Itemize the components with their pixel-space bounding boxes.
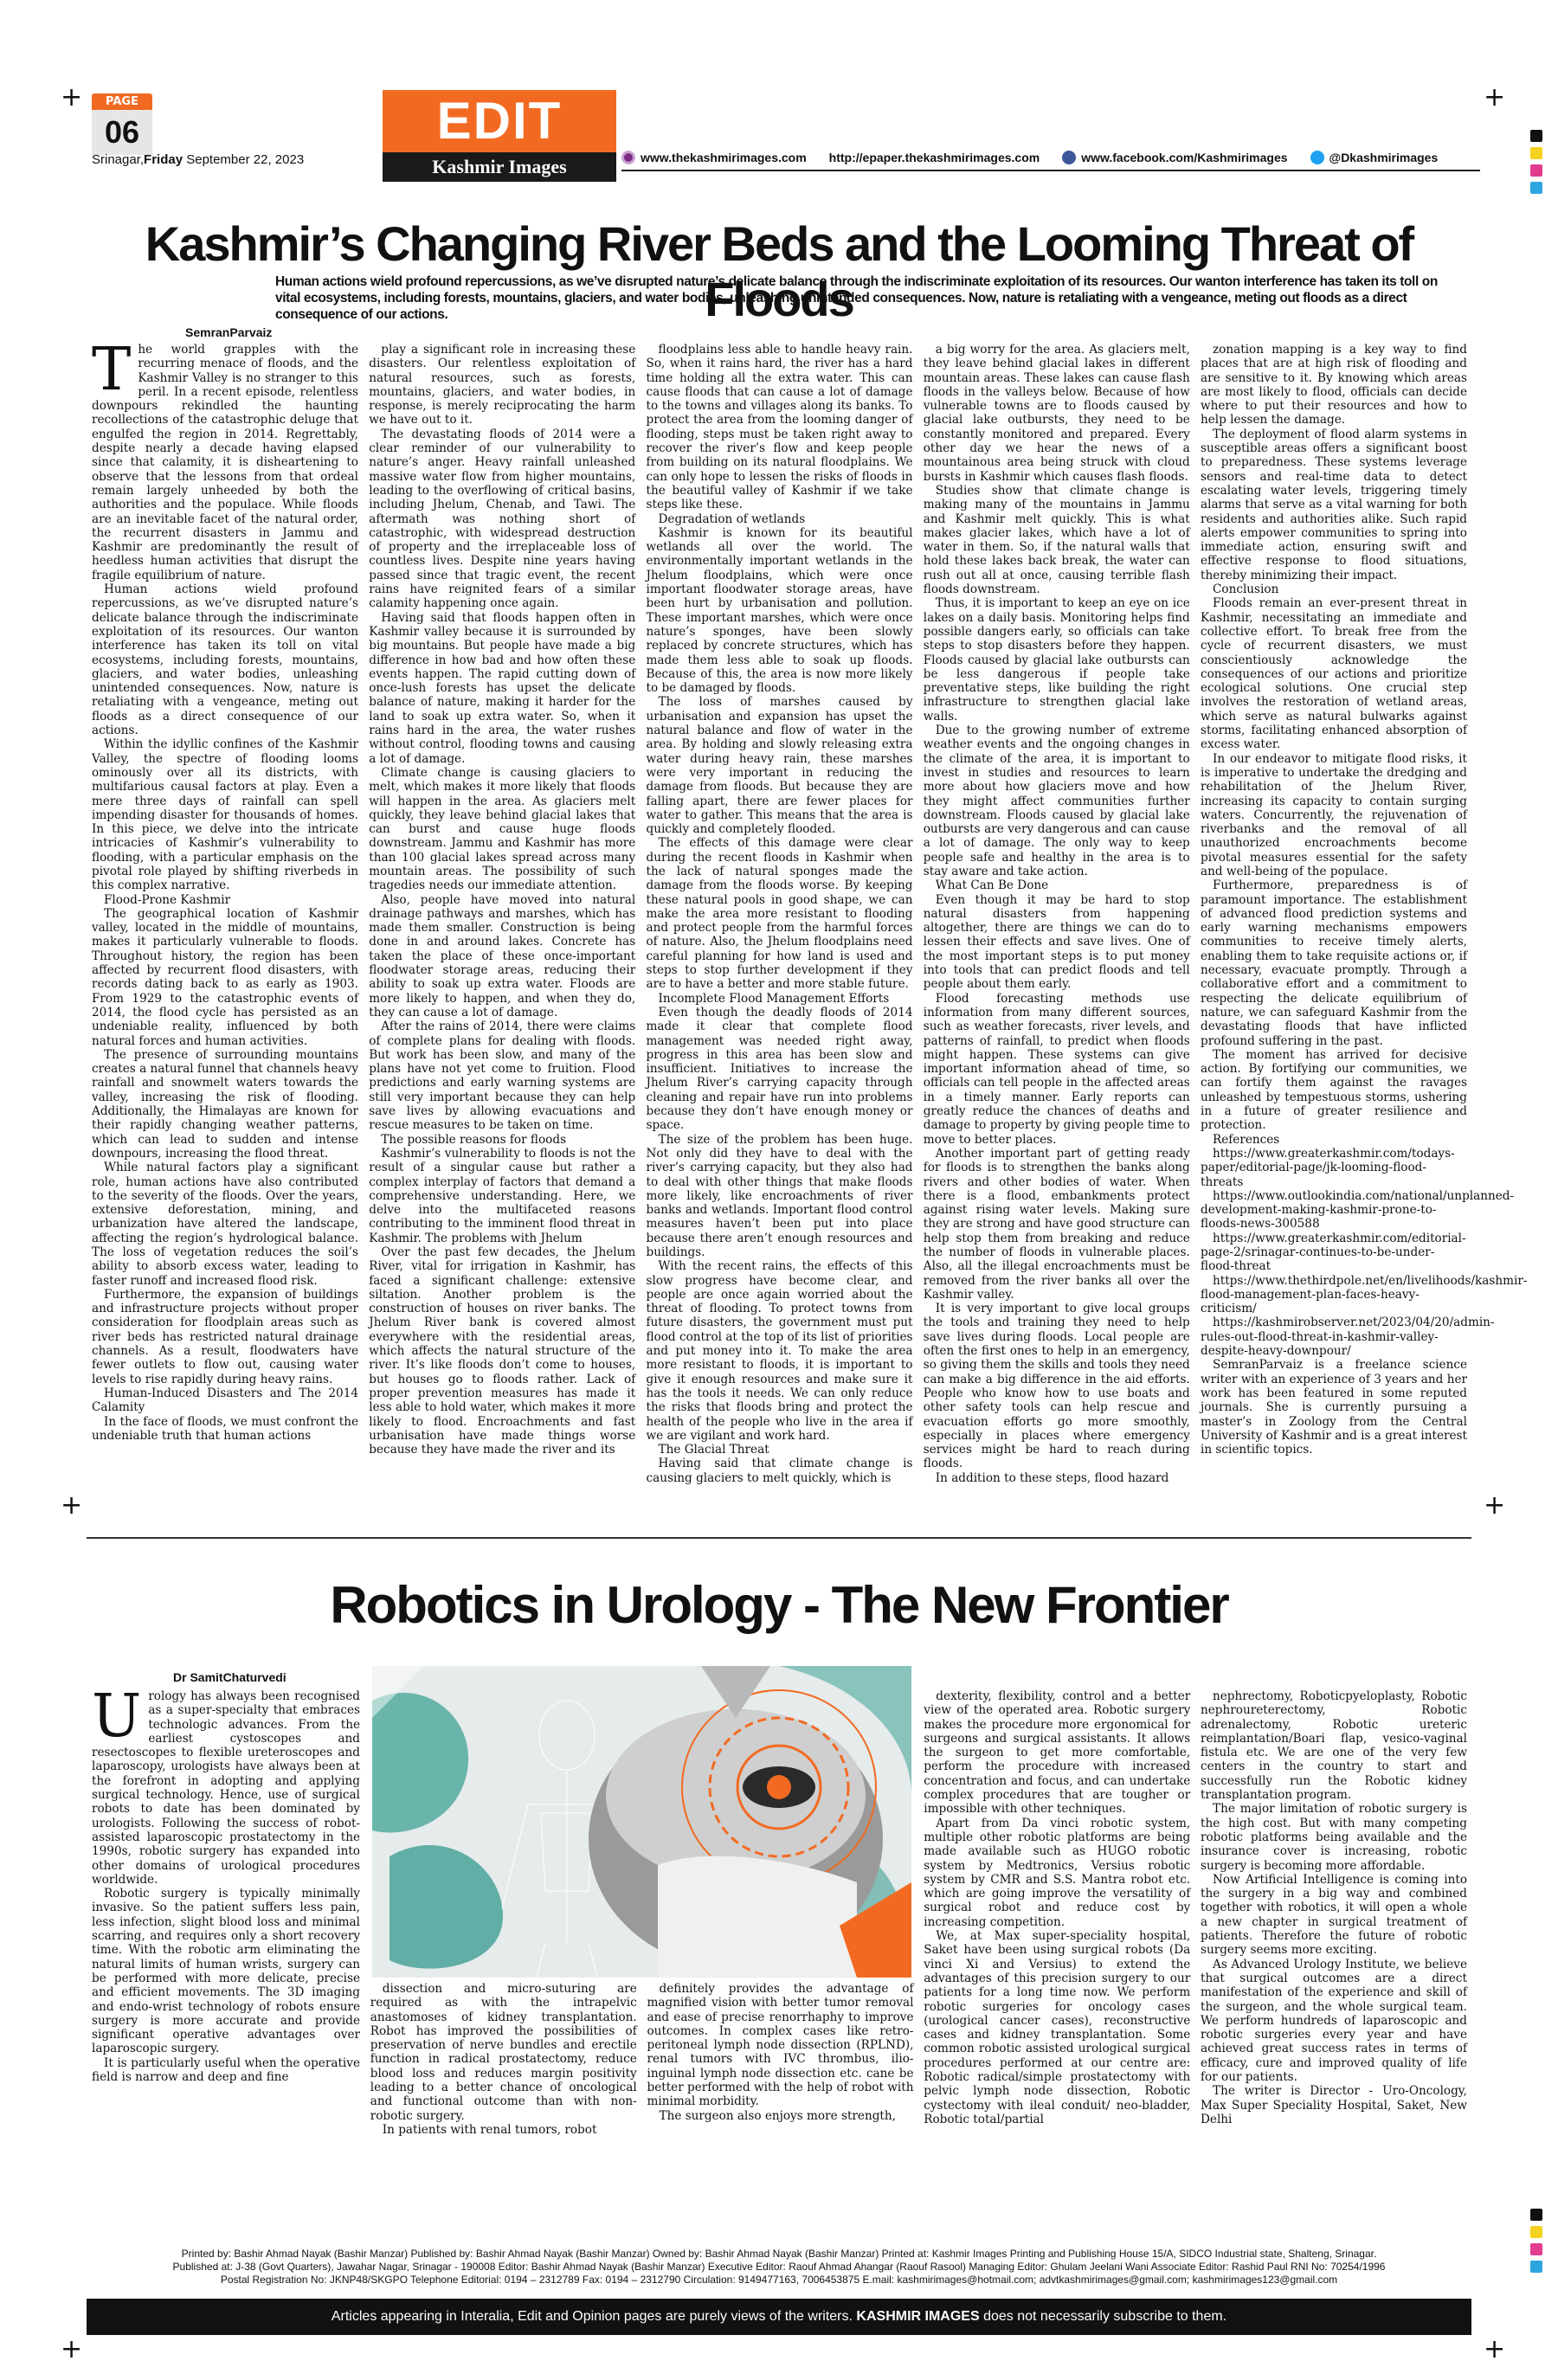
article-paragraph: The writer is Director - Uro-Oncology, Max Super Speciality Hospital, Saket, New Delhi [1201, 2084, 1467, 2126]
article-paragraph: https://www.thethirdpole.net/en/livelihoods/kashmir-flood-management-plan-faces-heavy-criticism/ [1201, 1273, 1528, 1316]
article-paragraph: Another important part of getting ready for floods is to strengthen the banks along rivers and other bodies of water. When there is a flood, embankments protect against rising water levels. Making sure they are strong and have good structure can help stop them from breaking and reduce the number of floods in vulnerable places. Also, all the illegal encroachments must be removed from the river banks all over the Kashmir valley. [923, 1146, 1190, 1302]
article-paragraph: It is particularly useful when the operative field is narrow and deep and fine [92, 2055, 360, 2085]
epaper-link[interactable] [829, 151, 1040, 164]
article-paragraph: Over the past few decades, the Jhelum River, vital for irrigation in Kashmir, has faced a significant challenge: extensive siltation. Another problem is the construction of houses on river banks. The Jhelum River bank is covered almost everywhere with the residential areas, which affects the natural structure of the river. It’s like floods don’t come to houses, but houses go to floods rather. Lack of proper prevention measures has made it less able to hold water, which makes it more likely to flood. Encroachments and fast urbanisation have made things worse because they have made the river and its [369, 1245, 636, 1457]
registration-mark-icon: + [61, 2334, 83, 2364]
page-number: 06 [92, 110, 152, 155]
facebook-icon [1062, 151, 1076, 164]
color-swatch [1530, 182, 1542, 194]
color-check-strip [1530, 2209, 1542, 2273]
article-paragraph: rology has always been recognised as a super-specialty that embraces technologic advances. From the earliest cystoscopes and resectoscopes to flexible ureteroscopes and laparoscopy, urologists have always been at the forefront in adopting and applying surgical technology. Hence, use of surgical robots to date has been dominated by urologists. Following the success of robot-assisted laparoscopic prostatectomy in the 1990s, robotic surgery has expanded into other domains of urological procedures worldwide. [92, 1689, 360, 1887]
article-paragraph: Due to the growing number of extreme weather events and the ongoing changes in the climate of the area, it is important to invest in studies and resources to learn more about how glaciers move and how they might affect communities further downstream. Floods caused by glacial lake outbursts are very dangerous and can cause a lot of damage. The only way to keep people safe and healthy in the area is to stay aware and take action. [923, 724, 1190, 878]
article-paragraph: In our endeavor to mitigate flood risks, it is imperative to undertake the dredging and rehabilitation of the Jhelum River, increasing its capacity to contain surging waters. Concurrently, the rejuvenation of riverbanks and the removal of all unauthorized encroachments become pivotal measures essential for the safety and well-being of the populace. [1201, 751, 1467, 878]
date-rest: September 22, 2023 [186, 152, 305, 167]
article-paragraph: https://www.greaterkashmir.com/editorial-page-2/srinagar-continues-to-be-under-flood-threat [1201, 1231, 1466, 1274]
color-swatch [1530, 130, 1542, 142]
article-paragraph: The size of the problem has been huge. Not only did they have to deal with the river’s carrying capacity, but they also had to deal with other things that make floods more likely, like encroachments of river banks and wetlands. Important flood control measures haven’t been put into place because there aren’t enough resources and buildings. [646, 1132, 913, 1259]
article-column [92, 336, 358, 1502]
article-paragraph: The possible reasons for floods [381, 1132, 567, 1147]
article-paragraph: he world grapples with the recurring menace of floods, and the Kashmir Valley is no stranger to this peril. In a recent episode, relentless downpours rekindled the haunting recollections of the catastrophic deluge that engulfed the region in 2014. Regrettably, despite nearly a decade having elapsed since that calamity, it is disheartening to observe that the lessons from that ordeal remain largely unheeded by both the authorities and the populace. While floods are an inevitable facet of the natural order, the recurrent disasters in Jammu and Kashmir are predominantly the result of heedless human activities that disrupt the fragile equilibrium of nature. [92, 343, 358, 582]
color-swatch [1530, 2209, 1542, 2221]
article-paragraph: Furthermore, preparedness is of paramount importance. The establishment of advanced flood prediction systems and early warning mechanisms empowers communities to receive timely alerts, enabling them to take requisite actions or, if necessary, evacuate promptly. Through a collaborative effort and a commitment to respecting the delicate equilibrium of nature, we can safeguard Kashmir from the devastating floods that have inflicted profound suffering in the past. [1201, 878, 1467, 1048]
article-column [924, 343, 1190, 1502]
article-column [1201, 1689, 1467, 2191]
twitter-link[interactable] [1310, 151, 1439, 164]
article-deck: Human actions wield profound repercussions, as we’ve disrupted nature’s delicate balance through the indiscriminate exploitation of its resources. Our wanton interference has taken its toll on vital ecosystems, including forests, mountains, glaciers, and water bodies, unleashing unintended consequences. Now, nature is retaliating with a vengeance, meting out floods as a direct consequence of our actions. [275, 274, 1438, 322]
article-paragraph: Even though the deadly floods of 2014 made it clear that complete flood management was needed right away, progress in this area has been slow and insufficient. Initiatives to increase the Jhelum River’s carrying capacity through cleaning and repair have run into problems because they don’t have enough money or space. [646, 1005, 913, 1133]
article-paragraph: Kashmir is known for its beautiful wetlands all over the world. The environmentally important wetlands in the Jhelum floodplains, which were once important floodwater storage areas, have been hurt by urbanisation and pollution. These important marshes, which were once nature’s sponges, have been slowly replaced by concrete structures, which has made them less able to soak up floods. Because of this, the area is now more likely to be damaged by floods. [646, 525, 913, 696]
date-place: Srinagar, [92, 152, 145, 167]
article-paragraph: What Can Be Done [935, 878, 1049, 893]
color-swatch [1530, 164, 1542, 177]
disclaimer-end: does not necessarily subscribe to them. [983, 2309, 1227, 2324]
article-paragraph: https://www.outlookindia.com/national/unplanned-development-making-kashmir-prone-to-floods-news-300588 [1201, 1188, 1515, 1232]
twitter-text: @Dkashmirimages [1329, 151, 1439, 164]
color-swatch [1530, 147, 1542, 159]
article-paragraph: zonation mapping is a key way to find places that are at high risk of flooding and are sensitive to it. By knowing which areas are most likely to flood, officials can decide where to put their resources and how to help lessen the damage. [1201, 343, 1467, 428]
epaper-text: http://epaper.thekashmirimages.com [828, 151, 1040, 164]
contact-bar [621, 145, 1480, 171]
imprint [87, 2248, 1471, 2287]
website-link[interactable] [621, 151, 807, 164]
article-paragraph: floodplains less able to handle heavy rain. So, when it rains hard, the river has a hard time holding all the extra water. This can cause floods that can cause a lot of damage to the towns and villages along its banks. To protect the area from the looming danger of flooding, steps must be taken right away to recover the river’s flow and keep people from building on its natural floodplains. We can only hope to lessen the risks of floods in the beautiful valley of Kashmir if we take steps like these. [646, 343, 913, 512]
article-paragraph: Floods remain an ever-present threat in Kashmir, necessitating an immediate and collective effort. To break free from the cycle of recurrent disasters, we must conscientiously acknowledge the consequences of our actions and prioritize ecological solutions. One crucial step involves the restoration of wetland areas, which serve as natural bulwarks against storms, facilitating enhanced absorption of excess water. [1201, 596, 1467, 752]
color-check-strip [1530, 130, 1542, 194]
twitter-icon [1310, 151, 1324, 164]
article-body [92, 1682, 1467, 2191]
color-swatch [1530, 2243, 1542, 2255]
article-paragraph: Studies show that climate change is making many of the mountains in Jammu and Kashmir melt quickly. This is what makes glacier lakes, which have a lot of water in them. So, if the natural walls that hold these lakes back break, the water can rush out all at once, causing terrible flash floods downstream. [923, 483, 1190, 597]
article-paragraph: The surgeon also enjoys more strength, [659, 2108, 896, 2123]
article-column [369, 343, 635, 1502]
article-paragraph: Now Artificial Intelligence is coming into the surgery in a big way and combined together with robotics, it will open a whole a new chapter in surgical treatment of patients. Therefore the future of robotic surgery seems more exciting. [1201, 1872, 1467, 1958]
article-paragraph: Flood forecasting methods use information from many different sources, such as weather forecasts, river levels, and patterns of rainfall, to predict when floods might happen. These systems can give important information ahead of time, so officials can tell people in the affected areas in a timely manner. Early reports can greatly reduce the chances of deaths and damage to property by giving people time to move to better places. [923, 991, 1190, 1147]
article-paragraph: Having said that floods happen often in Kashmir valley because it is surrounded by big mountains. But people have made a big difference in how bad and how often these events happen. The rapid cutting down of once-lush forests has upset the delicate balance of nature, making it harder for the land to soak up extra water. So, when it rains hard in the area, the water rushes without control, flooding towns and causing a lot of damage. [369, 610, 636, 766]
page-badge [92, 93, 152, 155]
registration-mark-icon: + [61, 1490, 83, 1521]
dateline [92, 152, 304, 167]
drop-cap: T [92, 336, 132, 404]
website-text: www.thekashmirimages.com [641, 151, 807, 164]
article-byline: Dr SamitChaturvedi [173, 1670, 286, 1684]
article-paragraph: Having said that climate change is causing glaciers to melt quickly, which is [646, 1457, 913, 1485]
page-label: PAGE [92, 93, 152, 110]
article-paragraph: After the rains of 2014, there were claims of complete plans for dealing with floods. But work has been slow, and many of the plans have not yet come to fruition. Flood predictions and early warning systems are still very important because they can help save lives by allowing evacuations and rescue measures to be taken on time. [369, 1020, 636, 1133]
article-column [1201, 343, 1528, 1502]
imprint-line: Postal Registration No: JKNP48/SKGPO Telephone Editorial: 0194 – 2312789 Fax: 0194 – 2312790 Circulation: 9149477163, 7006453875 E.mail: kashmirimages@hotmail.com; advtkashmirimages@gmail.com; kashmirimages123@gmail.com [220, 2274, 1338, 2286]
article-paragraph: Flood-Prone Kashmir [104, 892, 231, 907]
section-title: EDIT [383, 90, 616, 152]
article-paragraph: https://www.greaterkashmir.com/todays-paper/editorial-page/jk-looming-flood-threats [1201, 1146, 1455, 1189]
article-paragraph: It is very important to give local groups the tools and training they need to help save lives during floods. Local people are often the first ones to help in an emergency, so giving them the skills and tools they need can make a big difference in the aid efforts. People who know how to use boats and other safety tools can help rescue and evacuation efforts go more smoothly, especially in places where emergency services might be hard to reach during floods. [923, 1302, 1190, 1471]
article-paragraph: With the recent rains, the effects of this slow progress have become clear, and people are once again worried about the threat of flooding. To protect towns from future disasters, the government must put flood control at the top of its list of priorities and put money into it. To make the area more resistant to floods, it is important to give it enough resources and make sure it has the tools it needs. We can only reduce the risks that floods bring and protect the health of the people who live in the area if we are vigilant and work hard. [646, 1259, 913, 1443]
facebook-link[interactable] [1062, 151, 1287, 164]
article-paragraph: The devastating floods of 2014 were a clear reminder of our vulnerability to nature’s anger. Heavy rainfall unleashed massive water flow from higher mountains, leading to the overflowing of critical basins, including Jhelum, Chenab, and Tawi. The aftermath was nothing short of catastrophic, with widespread destruction of property and the irreplaceable loss of countless lives. Despite nine years having passed since that tragic event, the recent rains have reignited fears of a similar calamity happening once again. [369, 427, 636, 611]
article-paragraph: Even though it may be hard to stop natural disasters from happening altogether, there are things we can do to lessen their effects and save lives. One of the most important steps is to put money into tools that can predict floods and tell people about them early. [923, 892, 1190, 992]
article-paragraph: definitely provides the advantage of magnified vision with better tumor removal and ease of precise renorrhaphy to improve outcomes. In complex cases like retro-peritoneal lymph node dissection (RPLND), renal tumors with IVC thrombus, ilio-inguinal lymph node dissection etc. cane be better performed with the help of robot with minimal morbidity. [647, 1982, 914, 2109]
article-paragraph: The effects of this damage were clear during the recent floods in Kashmir when the lack of natural sponges made the damage from the floods worse. By keeping these natural pools in good shape, we can make the area more resistant to flooding and protect people from the harmful forces of nature. Also, the Jhelum floodplains need careful planning for how land is used and steps to stop further development if they are to have a better and more stable future. [646, 836, 913, 992]
article-paragraph: The presence of surrounding mountains creates a natural funnel that channels heavy rainfall and snowmelt waters towards the valley, increasing the risk of flooding. Additionally, the Himalayas are known for their rapidly changing weather patterns, which can lead to sudden and intense downpours, increasing the flood threat. [92, 1047, 358, 1161]
article-headline: Robotics in Urology - The New Frontier [330, 1576, 1228, 1634]
article-paragraph: Degradation of wetlands [658, 511, 806, 526]
article-paragraph: Human-Induced Disasters and The 2014 Calamity [92, 1386, 358, 1415]
article-paragraph: Apart from Da vinci robotic system, multiple other robotic platforms are being made available such as HUGO robotic system by Medtronics, Versius robotic system by CMR and S.S. Mantra robot etc. which are going improve the versatility of surgical robot and reduce cost by increasing competition. [924, 1816, 1191, 1929]
article-paragraph: The loss of marshes caused by urbanisation and expansion has upset the natural balance and flow of water in the area. By holding and slowly releasing extra water during heavy rain, these marshes were very important in reducing the damage from floods. But because they are falling apart, there are fewer places for water to gather. This means that the area is quickly and completely flooded. [646, 695, 913, 837]
article-paragraph: While natural factors play a significant role, human actions have also contributed to the severity of the floods. Over the years, extensive deforestation, mining, and urbanization have altered the landscape, affecting the region’s hydrological balance. The loss of vegetation reduces the soil’s ability to absorb excess water, leading to faster runoff and increased flood risk. [92, 1161, 358, 1288]
facebook-text: www.facebook.com/Kashmirimages [1081, 151, 1288, 164]
article-paragraph: Also, people have moved into natural drainage pathways and marshes, which has made them smaller. Construction is being done in and around lakes. Concrete has taken the place of these once-important floodwater storage areas, reducing their ability to soak up extra water. Floods are more likely to happen, and when they do, they can cause a lot of damage. [369, 892, 636, 1020]
article-paragraph: Human actions wield profound repercussions, as we’ve disrupted nature’s delicate balance through the indiscriminate exploitation of its resources. Our wanton interference has taken its toll on vital ecosystems, including forests, mountains, glaciers, and water bodies, unleashing unintended consequences. Now, nature is retaliating with a vengeance, meting out floods as a direct consequence of our actions. [92, 582, 358, 738]
article-byline: SemranParvaiz [185, 325, 273, 339]
article-paragraph: In the face of floods, we must confront the undeniable truth that human actions [92, 1414, 358, 1443]
article-body [92, 336, 1528, 1502]
registration-mark-icon: + [61, 82, 83, 113]
article-paragraph: The geographical location of Kashmir valley, located in the middle of mountains, makes it particularly vulnerable to floods. Throughout history, the region has been affected by recurrent flood disasters, with records dating back to as early as 1903. From 1929 to the catastrophic events of 2014, the flood cycle has persisted as an undeniable reality, influenced by both natural forces and human activities. [92, 906, 358, 1048]
article-paragraph: dissection and micro-suturing are required as with the intrapelvic anastomoses of kidney transplantation. Robot has improved the possibilities of preservation of nerve bundles and erectile function in radical prostatectomy, reduce blood loss and reduces margin positivity leading to a better chance of oncological and functional outcome than with non-robotic surgery. [370, 1982, 637, 2123]
article-paragraph: a big worry for the area. As glaciers melt, they leave behind glacial lakes in different mountain areas. These lakes can cause flash floods in the valleys below. Because of how vulnerable towns are to floods caused by glacial lake outbursts, they need to be constantly monitored and prepared. Every other day we hear the news of a mountainous area being struck with cloud bursts in Kashmir which causes flash floods. [923, 343, 1190, 484]
registration-mark-icon: + [1484, 1490, 1506, 1521]
registration-mark-icon: + [1484, 2334, 1506, 2364]
disclaimer-bar [87, 2299, 1471, 2335]
article-paragraph: play a significant role in increasing these disasters. Our relentless exploitation of natural resources, such as forests, mountains, glaciers, and water bodies, in response, is merely reciprocating the harm we have out to it. [369, 343, 636, 428]
article-paragraph: In addition to these steps, flood hazard [935, 1470, 1169, 1485]
imprint-line: Printed by: Bashir Ahmad Nayak (Bashir Manzar) Published by: Bashir Ahmad Nayak (Bashir Manzar) Owned by: Bashir Ahmad Nayak (Bashir Manzar) Printed at: Kashmir Images Printing and Publishing House 15/A, SIDCO Industrial state, Shalteng, Srinagar. [181, 2248, 1377, 2260]
imprint-line: Published at: J-38 (Govt Quarters), Jawahar Nagar, Srinagar - 190008 Editor: Bashir Ahmad Nayak (Bashir Manzar) Executive Editor: Raouf Ahmad Ahangar (Raouf Rasool) Managing Editor: Ghulam Jeelani Wani Associate Editor: Rashid Paul RNI No: 70254/1996 [172, 2261, 1386, 2273]
date-day: Friday [144, 152, 183, 167]
article-paragraph: Climate change is causing glaciers to melt, which makes it more likely that floods will happen in the area. As glaciers melt quickly, they leave behind glacial lakes that can burst and cause huge floods downstream. Jammu and Kashmir has more than 100 glacial lakes spread across many mountain areas. The possibility of such tragedies needs our immediate attention. [369, 765, 636, 893]
article-column [647, 1982, 914, 2191]
registration-mark-icon: + [1484, 82, 1506, 113]
article-paragraph: As Advanced Urology Institute, we believe that surgical outcomes are a direct manifestation of the experience and skill of the surgeon, and the whole surgical team. We perform hundreds of laparoscopic and robotic surgeries every year and have achieved great success rates in terms of efficacy, cure and improved quality of life for our patients. [1201, 1957, 1467, 2085]
article-paragraph: The Glacial Threat [658, 1443, 769, 1457]
article-column [647, 343, 913, 1502]
article-paragraph: Robotic surgery is typically minimally invasive. So the patient suffers less pain, less infection, slight blood loss and minimal scarring, and requires only a short recovery time. With the robotic arm eliminating the natural limits of human wrists, surgery can be performed with more delicate, precise and efficient movements. The 3D imaging and endo-wrist technology of robots ensure surgery is more accurate and provide significant operative advantages over laparoscopic surgery. [92, 1887, 360, 2056]
newspaper-name: Kashmir Images [383, 152, 616, 182]
article-paragraph: https://kashmirobserver.net/2023/04/20/admin-rules-out-flood-threat-in-kashmir-valley-despite-heavy-downpour/ [1201, 1315, 1495, 1359]
article-column [370, 1982, 637, 2191]
article-paragraph: dexterity, flexibility, control and a better view of the operated area. Robotic surgery makes the procedure more ergonomical for surgeons and surgical assistants. It allows the surgeon to get more comfortable, perform the procedure with increased concentration and focus, and can undertake complex procedures that are tougher or impossible with other techniques. [924, 1689, 1191, 1817]
article-paragraph: Kashmir’s vulnerability to floods is not the result of a singular cause but rather a complex interplay of factors that demand a comprehensive understanding. Here, we delve into the multifaceted reasons contributing to the imminent flood threat in Kashmir. The problems with Jhelum [369, 1146, 636, 1245]
disclaimer-brand: KASHMIR IMAGES [856, 2309, 980, 2324]
section-divider [87, 1537, 1471, 1539]
article-paragraph: Thus, it is important to keep an eye on ice lakes on a daily basis. Monitoring helps find possible dangers early, so officials can take steps to stop disasters before they happen. Floods caused by glacial lake outbursts can be less dangerous if people take preventative steps, like building the right infrastructure to strengthen glacial lake walls. [923, 596, 1190, 724]
color-swatch [1530, 2226, 1542, 2238]
drop-cap: U [92, 1682, 142, 1751]
disclaimer-text: Articles appearing in Interalia, Edit and Opinion pages are purely views of the writers. [331, 2309, 853, 2324]
article-paragraph: Within the idyllic confines of the Kashmir Valley, the spectre of flooding looms ominously over all its districts, with multifarious causal factors at play. Even a mere three days of rainfall can spell impending disaster for thousands of homes. In this piece, we delve into the intricate intricacies of Kashmir’s vulnerability to flooding, with a particular emphasis on the pivotal role played by shifting riverbeds in this complex narrative. [92, 737, 358, 893]
globe-icon [621, 151, 635, 164]
article-paragraph: SemranParvaiz is a freelance science writer with an experience of 3 years and her work has been featured in some reputed journals. She is currently pursuing a master’s in Zoology from the Central University of Kashmir and is a great interest in scientific topics. [1201, 1358, 1467, 1457]
article-paragraph: The major limitation of robotic surgery is the high cost. But with many competing robotic platforms being available and the insurance cover is increasing, robotic surgery is becoming more affordable. [1201, 1802, 1467, 1873]
article-paragraph: References [1213, 1132, 1280, 1147]
article-paragraph: Furthermore, the expansion of buildings and infrastructure projects without proper consideration for floodplain areas such as river beds has restricted natural drainage channels. As a result, floodwaters have fewer outlets to flow out, causing water levels to rise rapidly during heavy rains. [92, 1287, 358, 1386]
article-paragraph: The moment has arrived for decisive action. By fortifying our communities, we can fortify them against the ravages unleashed by tempestuous storms, ushering in a future of greater resilience and protection. [1201, 1047, 1467, 1133]
color-swatch [1530, 2261, 1542, 2273]
masthead [383, 90, 616, 182]
article-paragraph: In patients with renal tumors, robot [382, 2122, 597, 2137]
article-column [924, 1689, 1190, 2191]
article-paragraph: nephrectomy, Roboticpyeloplasty, Robotic nephroureterectomy, Robotic adrenalectomy, Robotic ureteric reimplantation/Boari flap, vesico-vaginal fistula etc. We are one of the very few centers in the country to start and successfully run the Robotic kidney transplantation program. [1201, 1689, 1467, 1803]
article-paragraph: Conclusion [1213, 582, 1279, 597]
article-paragraph: We, at Max super-speciality hospital, Saket have been using surgical robots (Da vinci Xi and Versius) to extend the advantages of this precision surgery to our patients for a long time now. We perform robotic surgeries for oncology cases (urological cancer cases), reconstructive cases and kidney transplantation. Some common robotic assisted urological surgical procedures performed at our centre are: Robotic radical/simple prostatectomy with pelvic lymph node dissection, Robotic cystectomy with ileal conduit/ neo-bladder, Robotic total/partial [924, 1929, 1191, 2126]
article-paragraph: The deployment of flood alarm systems in susceptible areas offers a significant boost to preparedness. These systems leverage sensors and real-time data to detect escalating water levels, triggering timely alarms that serve as a vital warning for both residents and authorities alike. Such rapid alerts empower communities to spring into immediate action, ensuring swift and effective response to flood situations, thereby minimizing their impact. [1201, 427, 1467, 582]
article-column [92, 1682, 360, 2191]
article-paragraph: Incomplete Flood Management Efforts [658, 991, 890, 1006]
article-headline: Kashmir’s Changing River Beds and the Looming Threat of Floods [145, 216, 1413, 326]
